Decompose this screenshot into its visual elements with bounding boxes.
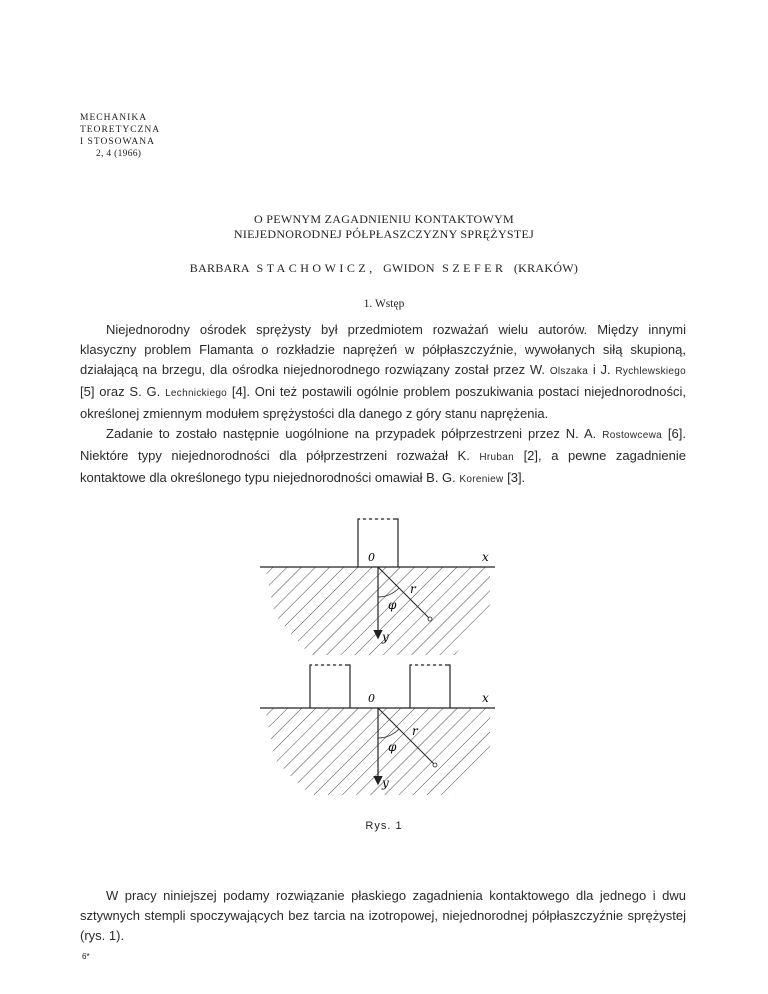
author-ref-lechnicki: Lechnickiego	[165, 388, 228, 399]
author-line	[0, 261, 768, 276]
author-ref-koreniew: Koreniew	[459, 474, 504, 485]
author-ref-olszak: Olszaka	[549, 366, 589, 377]
author-1-given: BARBARA	[189, 261, 250, 275]
rigid-punch	[358, 519, 398, 567]
journal-name-line-2: TEORETYCZNA	[80, 125, 161, 135]
paragraph-1	[80, 320, 686, 424]
paragraph-2-part-3: [2], a pewne zagadnienie kontaktowe dla określonego typu niejednorodności omawiał B. G.	[80, 448, 686, 485]
author-ref-rychlewski: Rychlewskiego	[615, 366, 687, 377]
radius-label: r	[410, 582, 416, 596]
y-axis-label: y	[382, 776, 389, 790]
journal-volume: 2, 4 (1966)	[96, 149, 142, 159]
paragraph-1-part-1: Niejednorodny ośrodek sprężysty był przedmiotem rozważań wielu autorów. Między innymi klasyczny problem Flamanta o rozkładzie naprężeń w półpłaszczyźnie, wywołanych siłą skupioną, działającą na brzegu, dla ośrodka niejednorodnego rozwiązany został przez W.	[80, 322, 686, 377]
diagram-two-punches	[260, 665, 495, 796]
diagram-single-punch	[260, 519, 495, 655]
x-axis-label: x	[482, 550, 489, 564]
angle-label: φ	[388, 598, 397, 612]
paragraph-2-part-1: Zadanie to zostało następnie uogólnione na przypadek półprzestrzeni przez N. A.	[106, 426, 603, 441]
title-line-2: NIEJEDNORODNEJ PÓŁPŁASZCZYZNY SPRĘŻYSTEJ	[233, 227, 535, 241]
point-marker	[433, 763, 437, 767]
paragraph-2-part-4: [3].	[503, 470, 526, 485]
author-affiliation: (KRAKÓW)	[513, 261, 579, 275]
origin-label: 0	[368, 692, 375, 705]
origin-label: 0	[368, 551, 375, 564]
x-axis-label: x	[482, 691, 489, 705]
y-axis-label: y	[382, 630, 389, 644]
paper-title	[0, 212, 768, 242]
author-ref-rostowcewa: Rostowcewa	[602, 430, 662, 441]
section-heading: 1. Wstęp	[363, 298, 405, 310]
paragraph-1-part-3: [5] oraz S. G.	[80, 384, 166, 399]
author-2-family: SZEFER	[442, 261, 507, 275]
figure-1	[250, 505, 520, 815]
introduction-text	[80, 320, 686, 490]
title-line-1: O PEWNYM ZAGADNIENIU KONTAKTOWYM	[253, 212, 515, 226]
journal-name-line-1: MECHANIKA	[80, 113, 148, 123]
rigid-punch-left	[310, 665, 350, 708]
paragraph-1-part-4: [4]. Oni też postawili ogólnie problem poszukiwania postaci niejednorodności, określonej zmiennym modułem sprężystości dla danego z góry stanu naprężenia.	[80, 384, 687, 421]
page-signature: 6*	[82, 952, 90, 961]
author-1-family: STACHOWICZ,	[256, 261, 376, 275]
paragraph-2-part-2: [6]. Niektóre typy niejednorodności dla półprzestrzeni rozważał K.	[80, 426, 686, 463]
journal-name-line-3: I STOSOWANA	[80, 137, 155, 147]
paragraph-1-part-2: i J.	[588, 362, 616, 377]
angle-label: φ	[388, 740, 397, 754]
closing-text	[80, 886, 686, 946]
paragraph-2	[80, 424, 686, 490]
figure-caption: Rys. 1	[365, 820, 403, 832]
radius-label: r	[412, 724, 418, 738]
paragraph-3: W pracy niniejszej podamy rozwiązanie płaskiego zagadnienia kontaktowego dla jednego i dwu sztywnych stempli spoczywających bez tarcia na izotropowej, niejednorodnej półpłaszczyźnie sprężystej (rys. 1).	[80, 888, 686, 943]
author-ref-hruban: Hruban	[479, 452, 514, 463]
journal-header	[80, 112, 160, 160]
author-2-given: GWIDON	[383, 261, 435, 275]
point-marker	[428, 617, 432, 621]
rigid-punch-right	[410, 665, 450, 708]
